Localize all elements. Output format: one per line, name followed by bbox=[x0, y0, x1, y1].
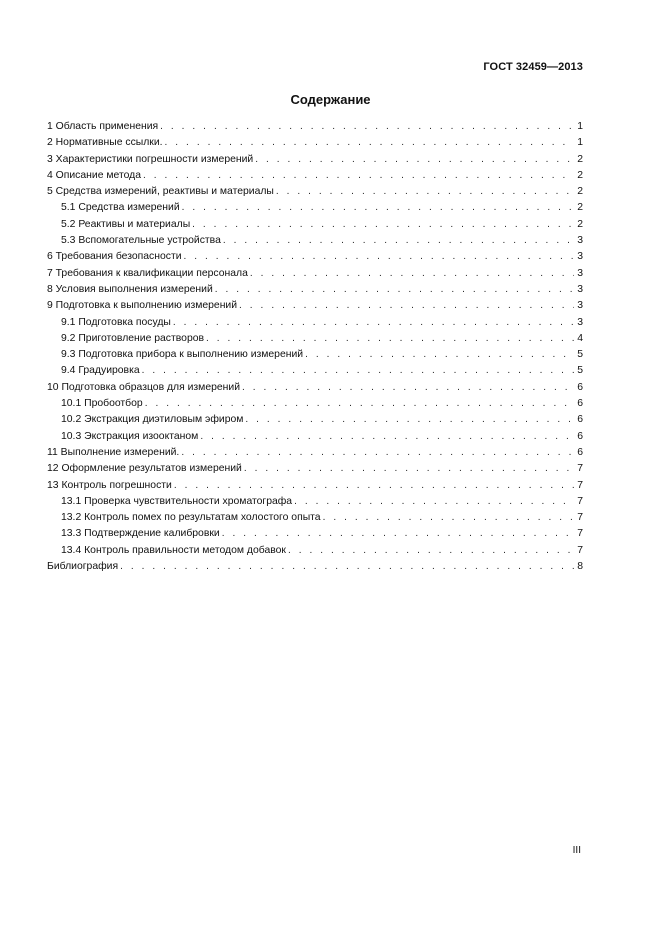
toc-dot-leader bbox=[200, 429, 574, 445]
toc-entry-label: 13.1 Проверка чувствительности хроматографа bbox=[61, 495, 293, 507]
toc-entry-label: 4 Описание метода bbox=[47, 169, 141, 181]
toc-entry[interactable] bbox=[47, 315, 583, 331]
toc-entry-page-number: 3 bbox=[577, 251, 583, 263]
page-number: III bbox=[572, 845, 581, 856]
toc-dot-leader bbox=[245, 412, 574, 428]
toc-entry[interactable] bbox=[47, 543, 583, 559]
toc-entry[interactable] bbox=[47, 266, 583, 282]
toc-entry[interactable] bbox=[47, 168, 583, 184]
toc-entry-label: 13.3 Подтверждение калибровки bbox=[61, 528, 220, 540]
toc-dot-leader bbox=[305, 347, 574, 363]
toc-entry-page-number: 7 bbox=[577, 528, 583, 540]
toc-dot-leader bbox=[250, 266, 574, 282]
toc-dot-leader bbox=[215, 282, 574, 298]
toc-dot-leader bbox=[120, 559, 574, 575]
toc-entry-label: 9.4 Градуировка bbox=[61, 365, 140, 377]
toc-entry[interactable] bbox=[47, 282, 583, 298]
toc-entry[interactable] bbox=[47, 217, 583, 233]
toc-dot-leader bbox=[206, 331, 574, 347]
toc-dot-leader bbox=[142, 363, 575, 379]
toc-entry-label: 2 Нормативные ссылки. bbox=[47, 137, 163, 149]
toc-entry-page-number: 3 bbox=[577, 316, 583, 328]
toc-entry-page-number: 5 bbox=[577, 349, 583, 361]
toc-entry-label: 1 Область применения bbox=[47, 121, 159, 132]
document-standard-code: ГОСТ 32459—2013 bbox=[483, 61, 583, 73]
toc-entry[interactable] bbox=[47, 298, 583, 314]
toc-entry-page-number: 2 bbox=[577, 169, 583, 181]
toc-entry[interactable] bbox=[47, 184, 583, 200]
toc-entry[interactable] bbox=[47, 429, 583, 445]
toc-entry-label: 13 Контроль погрешности bbox=[47, 479, 172, 491]
toc-entry-label: 13.4 Контроль правильности методом добавок bbox=[61, 544, 286, 556]
table-of-contents-list bbox=[47, 119, 583, 575]
toc-entry[interactable] bbox=[47, 412, 583, 428]
toc-entry-page-number: 2 bbox=[577, 153, 583, 165]
toc-entry[interactable] bbox=[47, 200, 583, 216]
toc-entry-page-number: 7 bbox=[577, 479, 583, 491]
toc-dot-leader bbox=[276, 184, 574, 200]
toc-entry-page-number: 6 bbox=[577, 414, 583, 426]
toc-entry[interactable] bbox=[47, 494, 583, 510]
toc-dot-leader bbox=[294, 494, 574, 510]
toc-entry[interactable] bbox=[47, 331, 583, 347]
toc-entry-label: 9.2 Приготовление растворов bbox=[61, 332, 205, 344]
toc-entry-label: Библиография bbox=[47, 561, 119, 573]
toc-dot-leader bbox=[192, 217, 574, 233]
toc-entry-page-number: 2 bbox=[577, 202, 583, 214]
toc-entry[interactable] bbox=[47, 135, 583, 151]
toc-entry[interactable] bbox=[47, 526, 583, 542]
toc-entry-label: 5 Средства измерений, реактивы и материалы bbox=[47, 186, 274, 198]
toc-dot-leader bbox=[323, 510, 575, 526]
toc-entry-page-number: 3 bbox=[577, 283, 583, 295]
toc-entry-label: 11 Выполнение измерений. bbox=[47, 446, 180, 458]
toc-dot-leader bbox=[181, 445, 574, 461]
toc-entry-page-number: 3 bbox=[577, 300, 583, 312]
toc-entry[interactable] bbox=[47, 119, 583, 135]
toc-entry[interactable] bbox=[47, 249, 583, 265]
toc-entry-label: 9.3 Подготовка прибора к выполнению измерений bbox=[61, 349, 304, 361]
toc-entry-label: 10.1 Пробоотбор bbox=[61, 398, 143, 410]
toc-entry-page-number: 6 bbox=[577, 381, 583, 393]
toc-dot-leader bbox=[145, 396, 575, 412]
toc-entry-page-number: 6 bbox=[577, 430, 583, 442]
toc-dot-leader bbox=[160, 119, 574, 135]
toc-entry-label: 5.3 Вспомогательные устройства bbox=[61, 235, 221, 247]
toc-dot-leader bbox=[244, 461, 574, 477]
toc-dot-leader bbox=[184, 249, 575, 265]
toc-entry-page-number: 1 bbox=[577, 137, 583, 149]
toc-entry-page-number: 2 bbox=[577, 186, 583, 198]
toc-dot-leader bbox=[143, 168, 574, 184]
toc-entry-label: 9.1 Подготовка посуды bbox=[61, 316, 171, 328]
toc-entry-label: 9 Подготовка к выполнению измерений bbox=[47, 300, 238, 312]
toc-dot-leader bbox=[239, 298, 574, 314]
toc-entry[interactable] bbox=[47, 380, 583, 396]
toc-entry[interactable] bbox=[47, 461, 583, 477]
toc-entry-label: 10 Подготовка образцов для измерений bbox=[47, 381, 241, 393]
toc-entry-page-number: 5 bbox=[577, 365, 583, 377]
toc-dot-leader bbox=[223, 233, 574, 249]
toc-entry-page-number: 2 bbox=[577, 218, 583, 230]
toc-dot-leader bbox=[242, 380, 574, 396]
toc-entry-page-number: 6 bbox=[577, 398, 583, 410]
toc-entry[interactable] bbox=[47, 152, 583, 168]
toc-entry[interactable] bbox=[47, 445, 583, 461]
toc-entry-page-number: 3 bbox=[577, 267, 583, 279]
toc-entry-label: 3 Характеристики погрешности измерений bbox=[47, 153, 254, 165]
toc-entry[interactable] bbox=[47, 478, 583, 494]
toc-dot-leader bbox=[165, 135, 575, 151]
toc-entry-page-number: 4 bbox=[577, 332, 583, 344]
toc-entry-label: 12 Оформление результатов измерений bbox=[47, 463, 242, 475]
toc-entry-page-number: 3 bbox=[577, 235, 583, 247]
toc-entry[interactable] bbox=[47, 363, 583, 379]
toc-entry-label: 5.2 Реактивы и материалы bbox=[61, 218, 191, 230]
toc-entry-page-number: 7 bbox=[577, 463, 583, 475]
toc-entry[interactable] bbox=[47, 396, 583, 412]
toc-dot-leader bbox=[173, 315, 574, 331]
toc-entry-page-number: 7 bbox=[577, 512, 583, 524]
toc-entry-page-number: 1 bbox=[577, 121, 583, 132]
toc-entry-page-number: 7 bbox=[577, 495, 583, 507]
toc-entry-page-number: 6 bbox=[577, 446, 583, 458]
toc-entry[interactable] bbox=[47, 510, 583, 526]
toc-dot-leader bbox=[182, 200, 575, 216]
toc-entry-page-number: 8 bbox=[577, 561, 583, 573]
toc-dot-leader bbox=[255, 152, 574, 168]
toc-entry-label: 5.1 Средства измерений bbox=[61, 202, 180, 214]
toc-entry-page-number: 7 bbox=[577, 544, 583, 556]
toc-entry-label: 10.3 Экстракция изооктаном bbox=[61, 430, 199, 442]
toc-entry-label: 10.2 Экстракция диэтиловым эфиром bbox=[61, 414, 244, 426]
toc-entry[interactable] bbox=[47, 233, 583, 249]
toc-entry-label: 6 Требования безопасности bbox=[47, 251, 182, 263]
table-of-contents-title: Содержание bbox=[290, 92, 371, 107]
toc-dot-leader bbox=[288, 543, 574, 559]
toc-dot-leader bbox=[174, 478, 574, 494]
toc-dot-leader bbox=[222, 526, 575, 542]
toc-entry[interactable] bbox=[47, 559, 583, 575]
toc-entry-label: 13.2 Контроль помех по результатам холостого опыта bbox=[61, 512, 321, 524]
toc-entry-label: 8 Условия выполнения измерений bbox=[47, 283, 213, 295]
toc-entry[interactable] bbox=[47, 347, 583, 363]
toc-entry-label: 7 Требования к квалификации персонала bbox=[47, 267, 248, 279]
